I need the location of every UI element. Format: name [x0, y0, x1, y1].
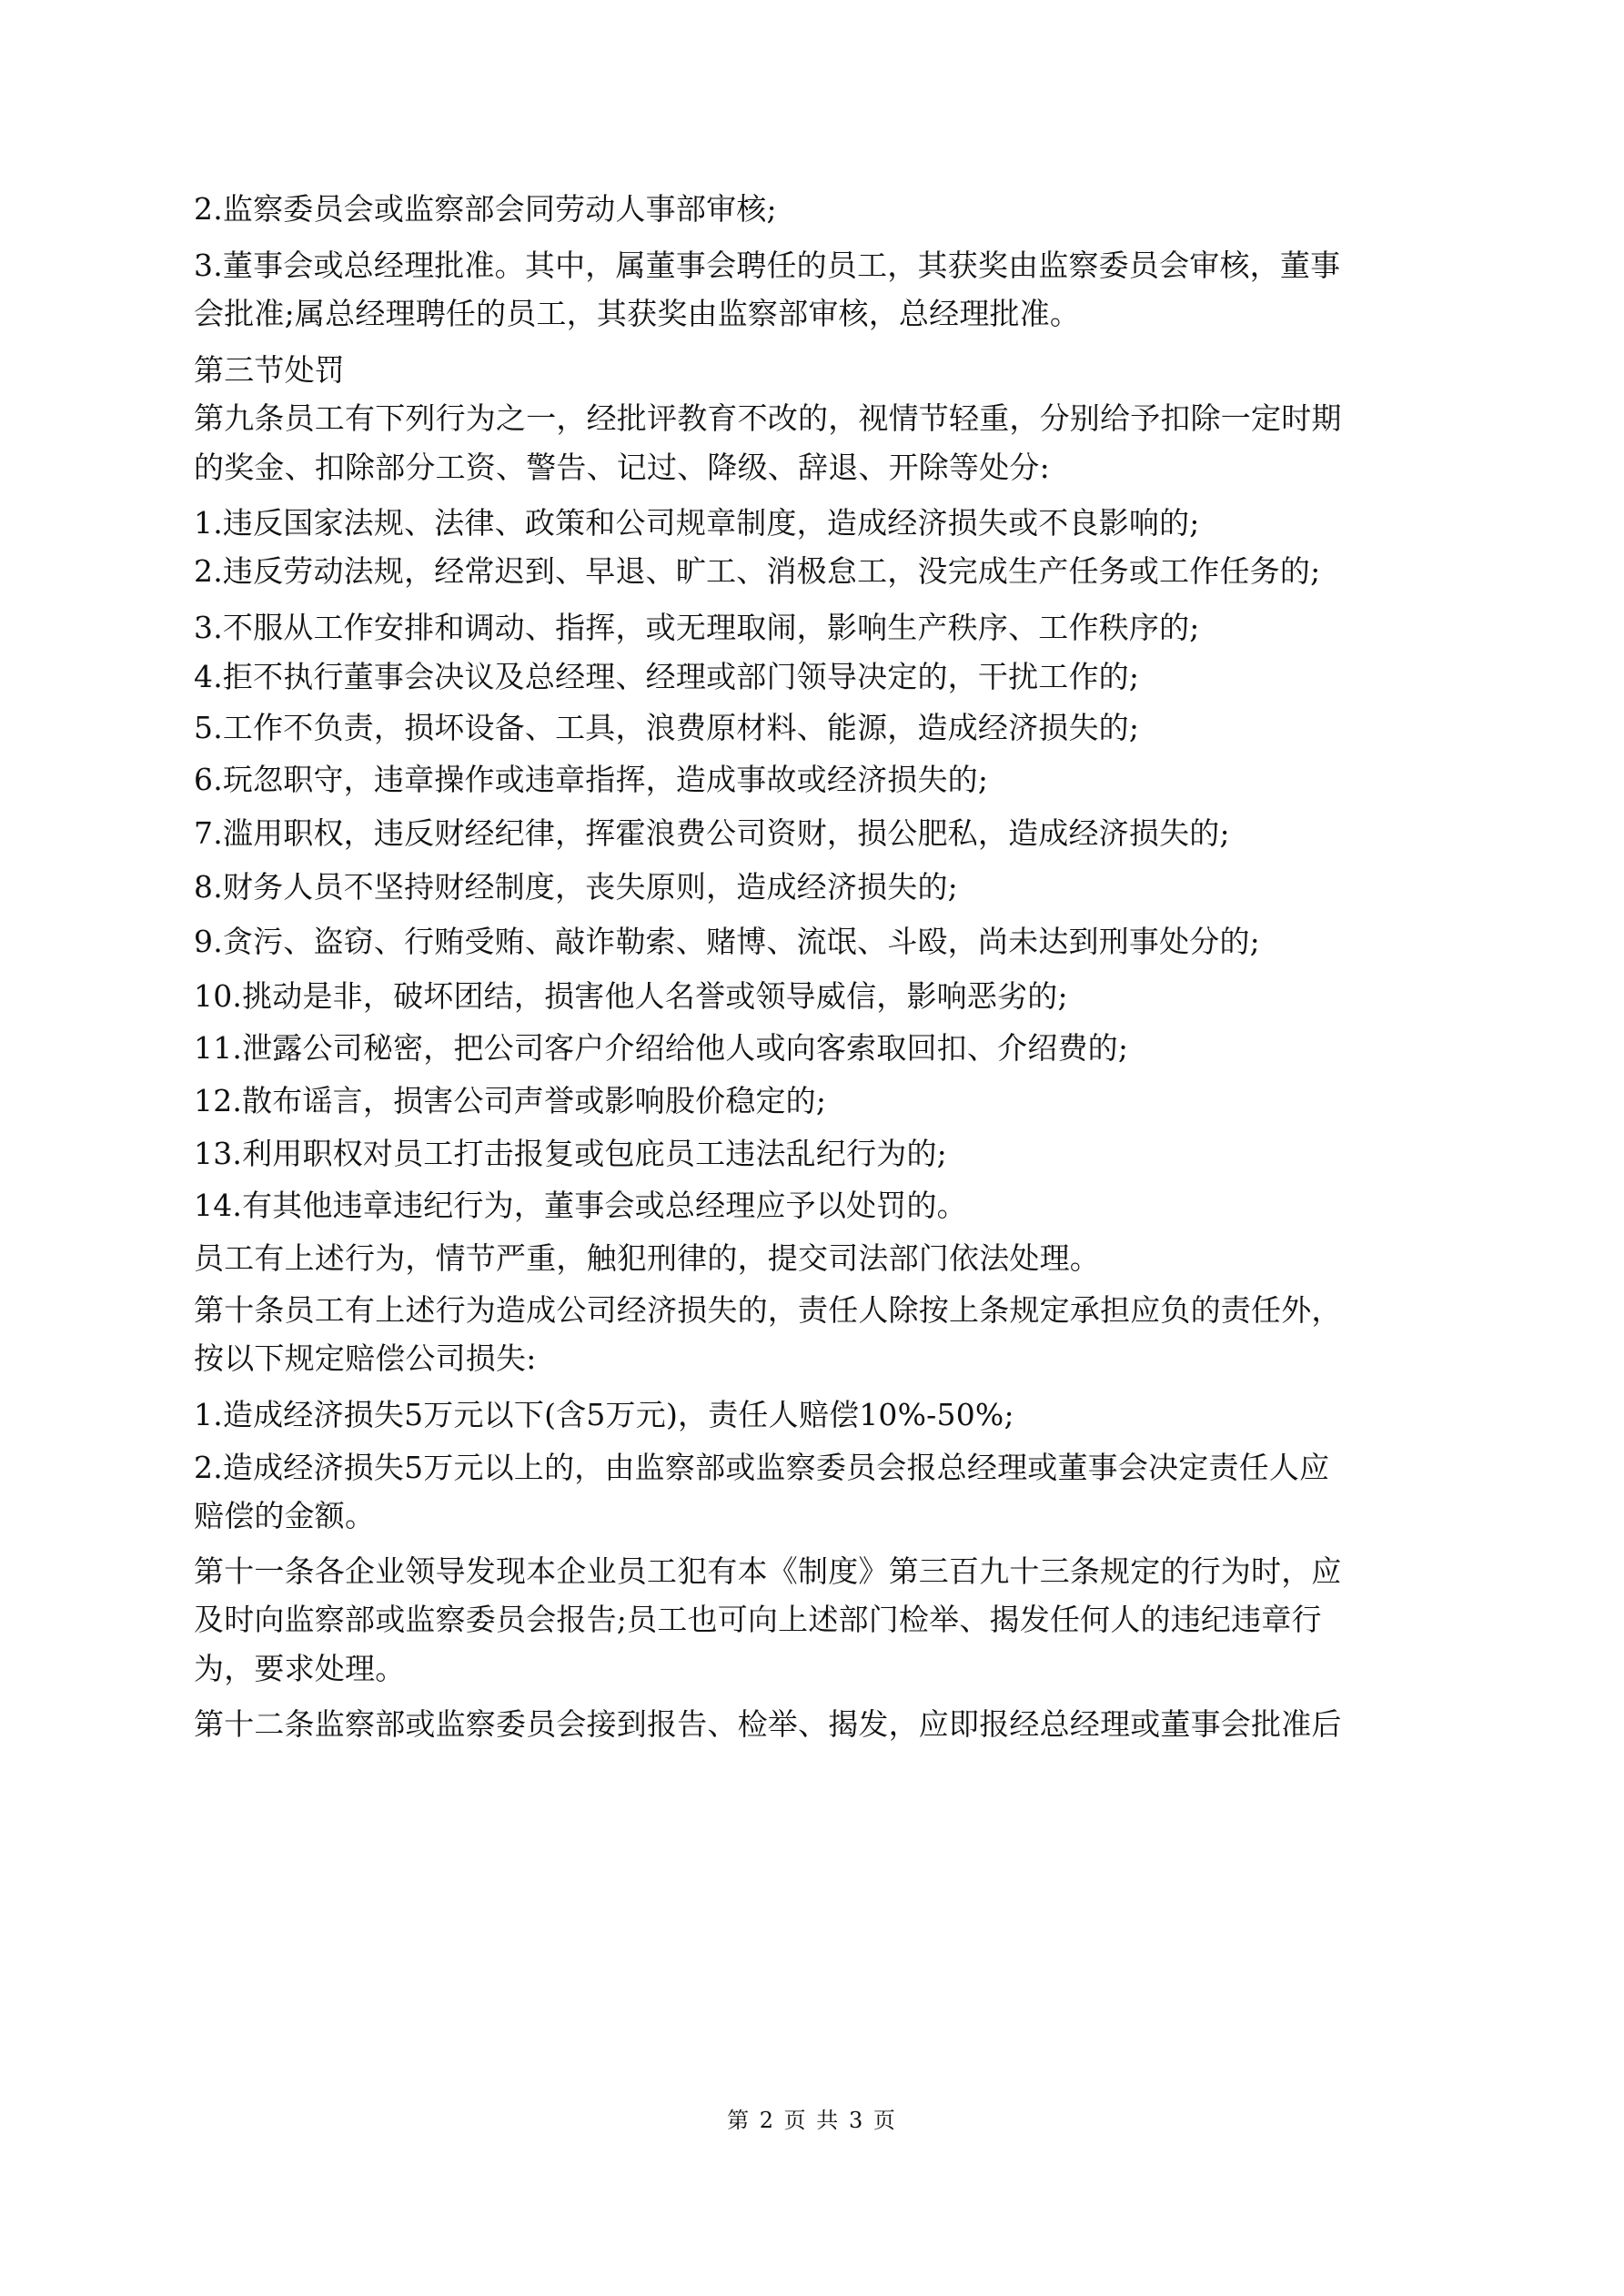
text-line: 的奖金、扣除部分工资、警告、记过、降级、辞退、开除等处分: [194, 450, 1050, 485]
text-line: 赔偿的金额。 [194, 1498, 376, 1533]
list-item: 8.财务人员不坚持财经制度，丧失原则，造成经济损失的; [194, 869, 959, 905]
text-line: 按以下规定赔偿公司损失: [194, 1340, 537, 1376]
list-item: 4.拒不执行董事会决议及总经理、经理或部门领导决定的，干扰工作的; [194, 659, 1140, 694]
list-item: 7.滥用职权，违反财经纪律，挥霍浪费公司资财，损公肥私，造成经济损失的; [194, 815, 1230, 851]
list-item: 1.违反国家法规、法律、政策和公司规章制度，造成经济损失或不良影响的; [194, 505, 1200, 541]
text-line: 第十条员工有上述行为造成公司经济损失的，责任人除按上条规定承担应负的责任外， [194, 1292, 1342, 1328]
text-line: 员工有上述行为，情节严重，触犯刑律的，提交司法部门依法处理。 [194, 1240, 1100, 1276]
list-item: 2.违反劳动法规，经常迟到、早退、旷工、消极怠工，没完成生产任务或工作任务的; [194, 553, 1321, 589]
page-footer: 第 2 页 共 3 页 [727, 2108, 897, 2133]
list-item: 1.造成经济损失5万元以下(含5万元)，责任人赔偿10%-50%; [194, 1397, 1014, 1432]
text-line: 第十一条各企业领导发现本企业员工犯有本《制度》第三百九十三条规定的行为时，应 [194, 1553, 1342, 1589]
text-line: 及时向监察部或监察委员会报告;员工也可向上述部门检举、揭发任何人的违纪违章行 [194, 1602, 1322, 1637]
text-line: 为，要求处理。 [194, 1651, 406, 1686]
list-item: 11.泄露公司秘密，把公司客户介绍给他人或向客索取回扣、介绍费的; [194, 1030, 1129, 1066]
list-item: 2.造成经济损失5万元以上的，由监察部或监察委员会报总经理或董事会决定责任人应 [194, 1450, 1330, 1485]
text-line: 第十二条监察部或监察委员会接到报告、检举、揭发，应即报经总经理或董事会批准后 [194, 1706, 1342, 1742]
list-item: 5.工作不负责，损坏设备、工具，浪费原材料、能源，造成经济损失的; [194, 710, 1140, 745]
text-line: 会批准;属总经理聘任的员工，其获奖由监察部审核，总经理批准。 [194, 296, 1081, 331]
text-line: 2.监察委员会或监察部会同劳动人事部审核; [194, 191, 777, 227]
list-item: 3.不服从工作安排和调动、指挥，或无理取闹，影响生产秩序、工作秩序的; [194, 610, 1200, 645]
list-item: 13.利用职权对员工打击报复或包庇员工违法乱纪行为的; [194, 1136, 947, 1171]
list-item: 6.玩忽职守，违章操作或违章指挥，造成事故或经济损失的; [194, 762, 989, 797]
list-item: 12.散布谣言，损害公司声誉或影响股价稳定的; [194, 1083, 827, 1118]
list-item: 10.挑动是非，破坏团结，损害他人名誉或领导威信，影响恶劣的; [194, 978, 1068, 1014]
text-line: 3.董事会或总经理批准。其中，属董事会聘任的员工，其获奖由监察委员会审核，董事 [194, 248, 1341, 283]
list-item: 9.贪污、盗窃、行贿受贿、敲诈勒索、赌博、流氓、斗殴，尚未达到刑事处分的; [194, 924, 1261, 959]
list-item: 14.有其他违章违纪行为，董事会或总经理应予以处罚的。 [194, 1188, 967, 1223]
text-line: 第九条员工有下列行为之一，经批评教育不改的，视情节轻重，分别给予扣除一定时期 [194, 400, 1342, 436]
section-heading: 第三节处罚 [194, 352, 345, 388]
